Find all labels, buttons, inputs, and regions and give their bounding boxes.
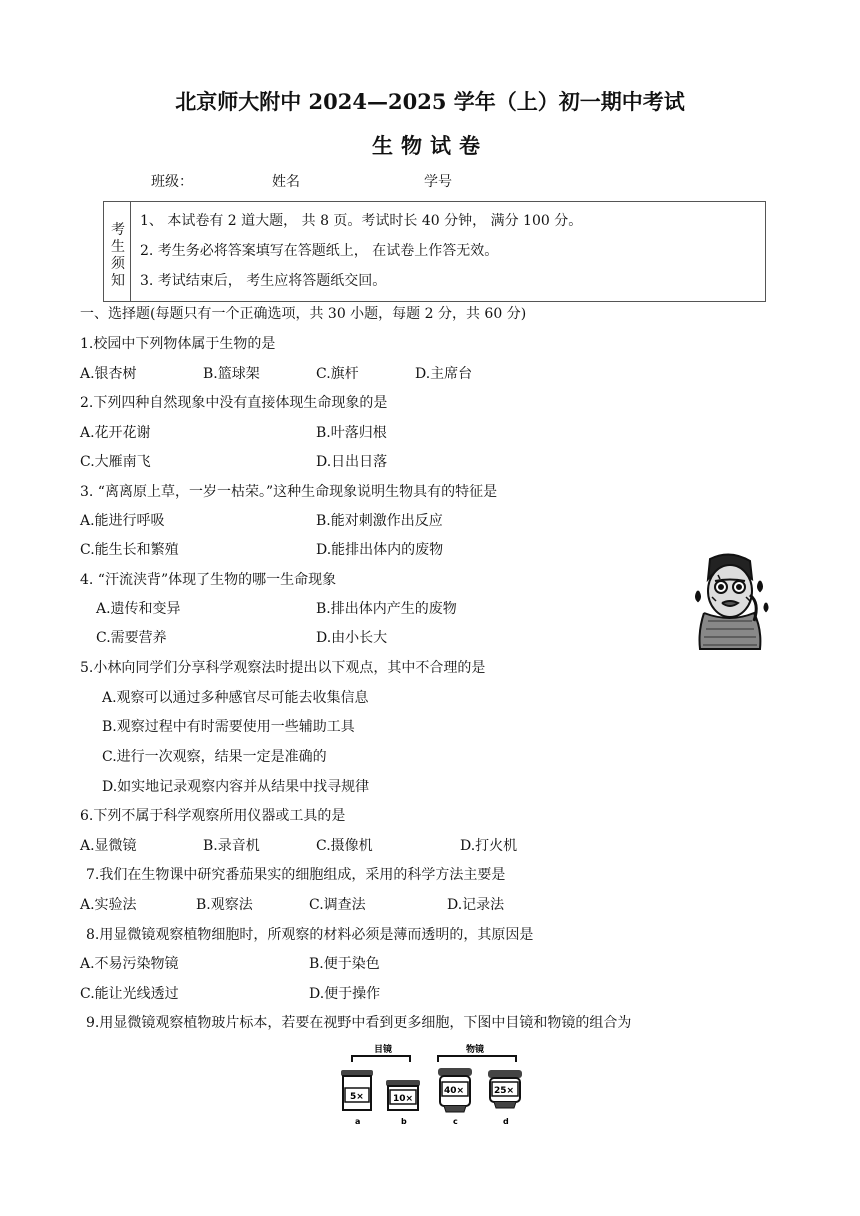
question-stem: 5.小林向同学们分享科学观察法时提出以下观点，其中不合理的是: [80, 660, 486, 676]
notice-heading-char: 知: [111, 273, 125, 289]
eyepiece-label: 目镜: [374, 1045, 393, 1055]
option: B.篮球架: [203, 366, 260, 382]
eyepiece-lens-b: [386, 1080, 420, 1126]
lens-letter: b: [401, 1117, 407, 1126]
microscope-lens-figure: [330, 1040, 530, 1130]
notice-heading: [104, 202, 131, 301]
objective-label: 物镜: [466, 1045, 485, 1055]
lens-magnification: 25×: [494, 1086, 515, 1096]
option: A.观察可以通过多种感官尽可能去收集信息: [102, 690, 369, 706]
lens-letter: a: [355, 1117, 361, 1126]
lens-magnification: 10×: [393, 1094, 414, 1104]
option: C.调查法: [309, 897, 366, 913]
class-label: 班级：: [151, 174, 193, 190]
option: B.叶落归根: [316, 425, 387, 441]
option: D.日出日落: [316, 454, 388, 470]
option: C.需要营养: [96, 630, 167, 646]
student-id-label: 学号: [424, 174, 452, 190]
subject-title: 生物试卷: [372, 133, 488, 158]
option: A.银杏树: [80, 366, 137, 382]
option: D.如实地记录观察内容并从结果中找寻规律: [102, 779, 370, 795]
notice-heading-char: 生: [111, 239, 125, 255]
exam-title: 北京师大附中 2024—2025 学年（上）初一期中考试: [175, 89, 685, 114]
option: D.便于操作: [309, 986, 381, 1002]
option: A.遗传和变异: [96, 601, 181, 617]
lens-magnification: 40×: [444, 1086, 465, 1096]
option: A.能进行呼吸: [80, 513, 165, 529]
lens-letter: c: [453, 1117, 458, 1126]
option: D.主席台: [415, 366, 473, 382]
option: B.能对刺激作出反应: [316, 513, 443, 529]
option: B.排出体内产生的废物: [316, 601, 457, 617]
option: C.能生长和繁殖: [80, 542, 179, 558]
option: A.不易污染物镜: [80, 956, 179, 972]
option: A.花开花谢: [80, 425, 151, 441]
question-stem: 2.下列四种自然现象中没有直接体现生命现象的是: [80, 395, 388, 411]
option: D.记录法: [447, 897, 505, 913]
notice-line: 1、 本试卷有 2 道大题， 共 8 页。考试时长 40 分钟， 满分 100 分。: [140, 213, 583, 229]
lens-letter: d: [503, 1117, 509, 1126]
option: D.由小长大: [316, 630, 388, 646]
lens-magnification: 5×: [350, 1092, 364, 1102]
option: A.显微镜: [80, 838, 137, 854]
option: B.观察法: [196, 897, 253, 913]
option: C.旗杆: [316, 366, 359, 382]
sweating-boy-illustration: [690, 551, 772, 651]
option: B.录音机: [203, 838, 260, 854]
option: B.观察过程中有时需要使用一些辅助工具: [102, 719, 355, 735]
notice-heading-char: 须: [111, 256, 125, 272]
option: C.能让光线透过: [80, 986, 179, 1002]
question-stem: 3. “离离原上草，一岁一枯荣。”这种生命现象说明生物具有的特征是: [80, 484, 498, 500]
notice-line: 2. 考生务必将答案填写在答题纸上， 在试卷上作答无效。: [140, 243, 499, 259]
question-stem: 8.用显微镜观察植物细胞时，所观察的材料必须是薄而透明的，其原因是: [86, 927, 534, 943]
option: A.实验法: [80, 897, 137, 913]
question-stem: 1.校园中下列物体属于生物的是: [80, 336, 276, 352]
question-stem: 4. “汗流浃背”体现了生物的哪一生命现象: [80, 572, 337, 588]
option: D.打火机: [460, 838, 518, 854]
name-label: 姓名: [272, 174, 300, 190]
question-stem: 6.下列不属于科学观察所用仪器或工具的是: [80, 808, 346, 824]
question-stem: 9.用显微镜观察植物玻片标本，若要在视野中看到更多细胞，下图中目镜和物镜的组合为: [86, 1015, 632, 1031]
option: C.进行一次观察，结果一定是准确的: [102, 749, 327, 765]
option: D.能排出体内的废物: [316, 542, 444, 558]
notice-line: 3. 考试结束后， 考生应将答题纸交回。: [140, 273, 387, 289]
section-heading: 一、选择题(每题只有一个正确选项，共 30 小题，每题 2 分，共 60 分): [80, 306, 527, 322]
exam-notice-box: [103, 201, 766, 302]
notice-heading-char: 考: [111, 222, 125, 238]
question-stem: 7.我们在生物课中研究番茄果实的细胞组成，采用的科学方法主要是: [86, 867, 506, 883]
objective-lens-d: [488, 1070, 522, 1126]
option: C.大雁南飞: [80, 454, 151, 470]
objective-lens-c: [438, 1068, 472, 1126]
option: C.摄像机: [316, 838, 373, 854]
eyepiece-lens-a: [341, 1070, 373, 1126]
option: B.便于染色: [309, 956, 380, 972]
